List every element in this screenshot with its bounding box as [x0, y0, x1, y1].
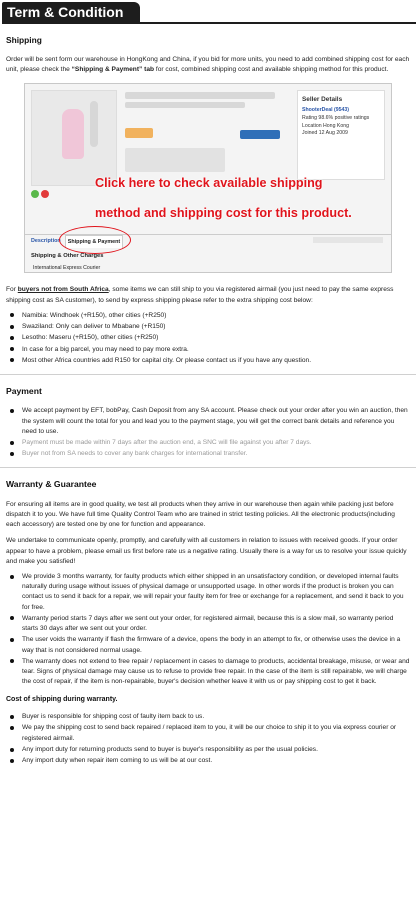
blurred-title [125, 92, 275, 99]
list-item: Namibia: Windhoek (+R150), other cities (+R250) [6, 311, 410, 321]
banner-title: Term & Condition [2, 2, 140, 23]
highlight-ring [59, 226, 131, 254]
list-item: We pay the shipping cost to send back repaired / replaced item to you, it will be our choice to ship it to you via express courier or registered airmail. [6, 723, 410, 743]
seller-location: Location Hong Kong [302, 122, 350, 129]
section-divider [0, 467, 416, 468]
list-item: Swaziland: Only can deliver to Mbabane (+R150) [6, 322, 410, 332]
shipping-section [0, 34, 416, 366]
product-bottle-shape [62, 109, 84, 159]
list-item: Buyer not from SA needs to cover any bank charges for international transfer. [6, 449, 410, 459]
warranty-list [6, 572, 410, 687]
shipping-charges-heading: Shipping & Other Charges [31, 253, 104, 260]
list-item: We provide 3 months warranty, for faulty products which either shipped in an unsatisfactory condition, or developed internal faults naturally during usage without issues of physical damage or unsupported usage. In other words if the product is broken you can contact us to send it back for a repair, we will repair your faulty item for free or exchange for a replacement, and send it back to you for free. [6, 572, 410, 613]
list-item: Any import duty when repair item coming to us will be at our cost. [6, 756, 410, 766]
tab-shipping-payment[interactable]: Shipping & Payment [65, 235, 123, 248]
warranty-para-2: We undertake to communicate openly, promptly, and carefully with all customers in relation to issues with received goods. If your order appear to have a problem, please email us first before rate us a negative rating. Usually there is a way for us to resolve your issue quickly and make you satisfied! [6, 537, 407, 565]
seller-title: Seller Details [302, 96, 343, 104]
seller-name: ShooterDeal (9543) [302, 107, 349, 114]
price-badge [125, 128, 153, 138]
warranty-section [0, 478, 416, 766]
shipping-intro: Order will be sent form our warehouse in HongKong and China, if you bid for more units, you need to add combined shipping cost for each unit, please check the “Shipping & Payment” tab for cost, combined shipping cost and available shipping method for this product. [6, 56, 410, 74]
section-divider [0, 374, 416, 375]
shipping-heading: Shipping [6, 35, 42, 45]
buyers-not-sa-link: buyers not from South Africa [17, 286, 109, 294]
payment-heading: Payment [6, 385, 42, 396]
warranty-shipping-cost-list [6, 712, 410, 766]
seller-joined: Joined 12 Aug 2009 [302, 130, 348, 137]
list-item: Most other Africa countries add R150 for capital city. Or please contact us if you have any question. [6, 356, 410, 366]
payment-list [6, 406, 410, 459]
list-item: Any import duty for returning products send to buyer is buyer's responsibility as per the usual policies. [6, 745, 410, 755]
list-item: Warranty period starts 7 days after we sent out your order, for registered airmail, because this is a slow mail, so warranty period starts 30 days after we sent out your order. [6, 614, 410, 634]
list-item: The warranty does not extend to free repair / replacement in cases to damage to products, accidental breakage, misuse, or wear and tear. Signs of physical damage may cause us to refuse to provide free repair. In the case of the item is still repairable, we will charge the cost of repair, if the item is non-repairable, buyer's decision whether leave it with us or pay shipping cost to get it back. [6, 657, 410, 688]
list-item: Payment must be made within 7 days after the auction end, a SNC will file against you after 7 days. [6, 438, 410, 448]
seller-details-box [297, 90, 385, 180]
banner-underline [2, 22, 416, 24]
shipping-tab-screenshot [24, 83, 392, 273]
list-item: In case for a big parcel, you may need to pay more extra. [6, 345, 410, 355]
shipping-callout: Click here to check available shipping method and shipping cost for this product. [95, 176, 352, 221]
terms-banner [0, 2, 416, 24]
buy-button [240, 130, 280, 139]
warranty-heading: Warranty & Guarantee [6, 479, 97, 490]
payment-section [0, 385, 416, 459]
buyers-outside-sa-text: For buyers not from South Africa, some items we can still ship to you via registered airmail (you just need to pay the same express shipping cost as SA customer), to send by express shipping please refer to the extra shipping cost below: [6, 286, 394, 304]
product-wand-shape [90, 101, 98, 147]
seller-rating: Rating 98.6% positive ratings [302, 114, 370, 121]
blurred-tab-links [313, 237, 383, 243]
cost-of-shipping-heading: Cost of shipping during warranty. [6, 696, 118, 704]
courier-label: International Express Courier [33, 265, 101, 272]
blurred-subtitle [125, 102, 245, 108]
list-item: Lesotho: Maseru (+R150), other cities (+R250) [6, 333, 410, 343]
list-item: Buyer is responsible for shipping cost of faulty item back to us. [6, 712, 410, 722]
shipping-extra-cost-list [6, 311, 410, 366]
warranty-para-1: For ensuring all items are in good quality, we test all products when they arrive in our warehouse then again while packing just before dispatch it to you. We have full time Quality Control Team who are trained in strict testing policies. All the electronic products(including each accessory) are tested one by one for function and appearance. [6, 500, 395, 529]
list-item: We accept payment by EFT, bobPay, Cash Deposit from any SA account. Please check out your order after you win an auction, then the system will count the total for you and lead you to the payment stage, you will get the correct bank details and reference you need to use. [6, 406, 410, 437]
list-item: The user voids the warranty if flash the firmware of a device, opens the body in an attempt to fix, or otherwise uses the device in a way that is not considered normal usage. [6, 635, 410, 655]
tab-description[interactable]: Description [31, 238, 61, 245]
